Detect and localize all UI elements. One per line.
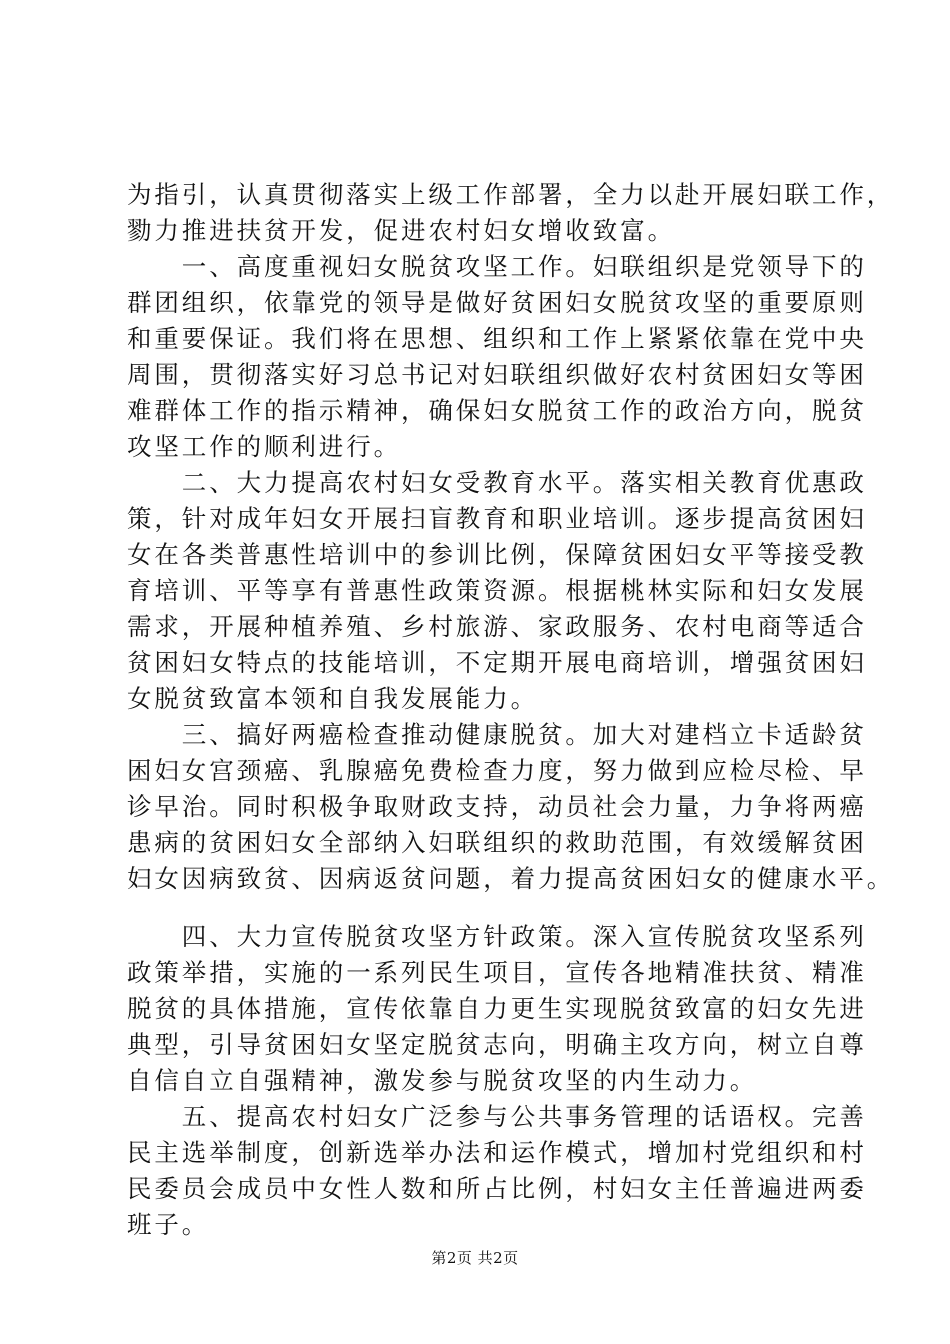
body-line: 政策举措，实施的一系列民生项目，宣传各地精准扶贫、精准	[127, 958, 867, 987]
body-line: 自信自立自强精神，激发参与脱贫攻坚的内生动力。	[127, 1066, 758, 1095]
body-line: 育培训、平等享有普惠性政策资源。根据桃林实际和妇女发展	[127, 576, 867, 605]
body-line: 妇女因病致贫、因病返贫问题，着力提高贫困妇女的健康水平。	[127, 864, 895, 893]
body-line: 四、大力宣传脱贫攻坚方针政策。深入宣传脱贫攻坚系列	[127, 922, 867, 951]
body-line: 周围，贯彻落实好习总书记对妇联组织做好农村贫困妇女等困	[127, 360, 867, 389]
body-line: 贫困妇女特点的技能培训，不定期开展电商培训，增强贫困妇	[127, 648, 867, 677]
body-line: 二、大力提高农村妇女受教育水平。落实相关教育优惠政	[127, 468, 867, 497]
body-line: 策，针对成年妇女开展扫盲教育和职业培训。逐步提高贫困妇	[127, 504, 867, 533]
body-line: 女在各类普惠性培训中的参训比例，保障贫困妇女平等接受教	[127, 540, 867, 569]
body-line: 民主选举制度，创新选举办法和运作模式，增加村党组织和村	[127, 1138, 867, 1167]
body-line: 民委员会成员中女性人数和所占比例，村妇女主任普遍进两委	[127, 1174, 867, 1203]
body-line: 困妇女宫颈癌、乳腺癌免费检查力度，努力做到应检尽检、早	[127, 756, 867, 785]
body-line: 三、搞好两癌检查推动健康脱贫。加大对建档立卡适龄贫	[127, 720, 867, 749]
page-number-footer: 第2页 共2页	[431, 1249, 519, 1267]
body-line: 为指引，认真贯彻落实上级工作部署，全力以赴开展妇联工作，	[127, 180, 895, 209]
body-line: 女脱贫致富本领和自我发展能力。	[127, 684, 538, 713]
body-line: 五、提高农村妇女广泛参与公共事务管理的话语权。完善	[127, 1102, 867, 1131]
body-line: 患病的贫困妇女全部纳入妇联组织的救助范围，有效缓解贫困	[127, 828, 867, 857]
body-line: 脱贫的具体措施，宣传依靠自力更生实现脱贫致富的妇女先进	[127, 994, 867, 1023]
body-line: 和重要保证。我们将在思想、组织和工作上紧紧依靠在党中央	[127, 324, 867, 353]
body-line: 需求，开展种植养殖、乡村旅游、家政服务、农村电商等适合	[127, 612, 867, 641]
body-line: 难群体工作的指示精神，确保妇女脱贫工作的政治方向，脱贫	[127, 396, 867, 425]
body-line: 攻坚工作的顺利进行。	[127, 432, 401, 461]
body-line: 一、高度重视妇女脱贫攻坚工作。妇联组织是党领导下的	[127, 252, 867, 281]
paragraph-gap	[127, 897, 839, 919]
document-body	[127, 177, 895, 1243]
body-line: 诊早治。同时积极争取财政支持，动员社会力量，力争将两癌	[127, 792, 867, 821]
body-line: 勠力推进扶贫开发，促进农村妇女增收致富。	[127, 216, 675, 245]
body-line: 班子。	[127, 1210, 210, 1239]
body-line: 典型，引导贫困妇女坚定脱贫志向，明确主攻方向，树立自尊	[127, 1030, 867, 1059]
body-line: 群团组织，依靠党的领导是做好贫困妇女脱贫攻坚的重要原则	[127, 288, 867, 317]
